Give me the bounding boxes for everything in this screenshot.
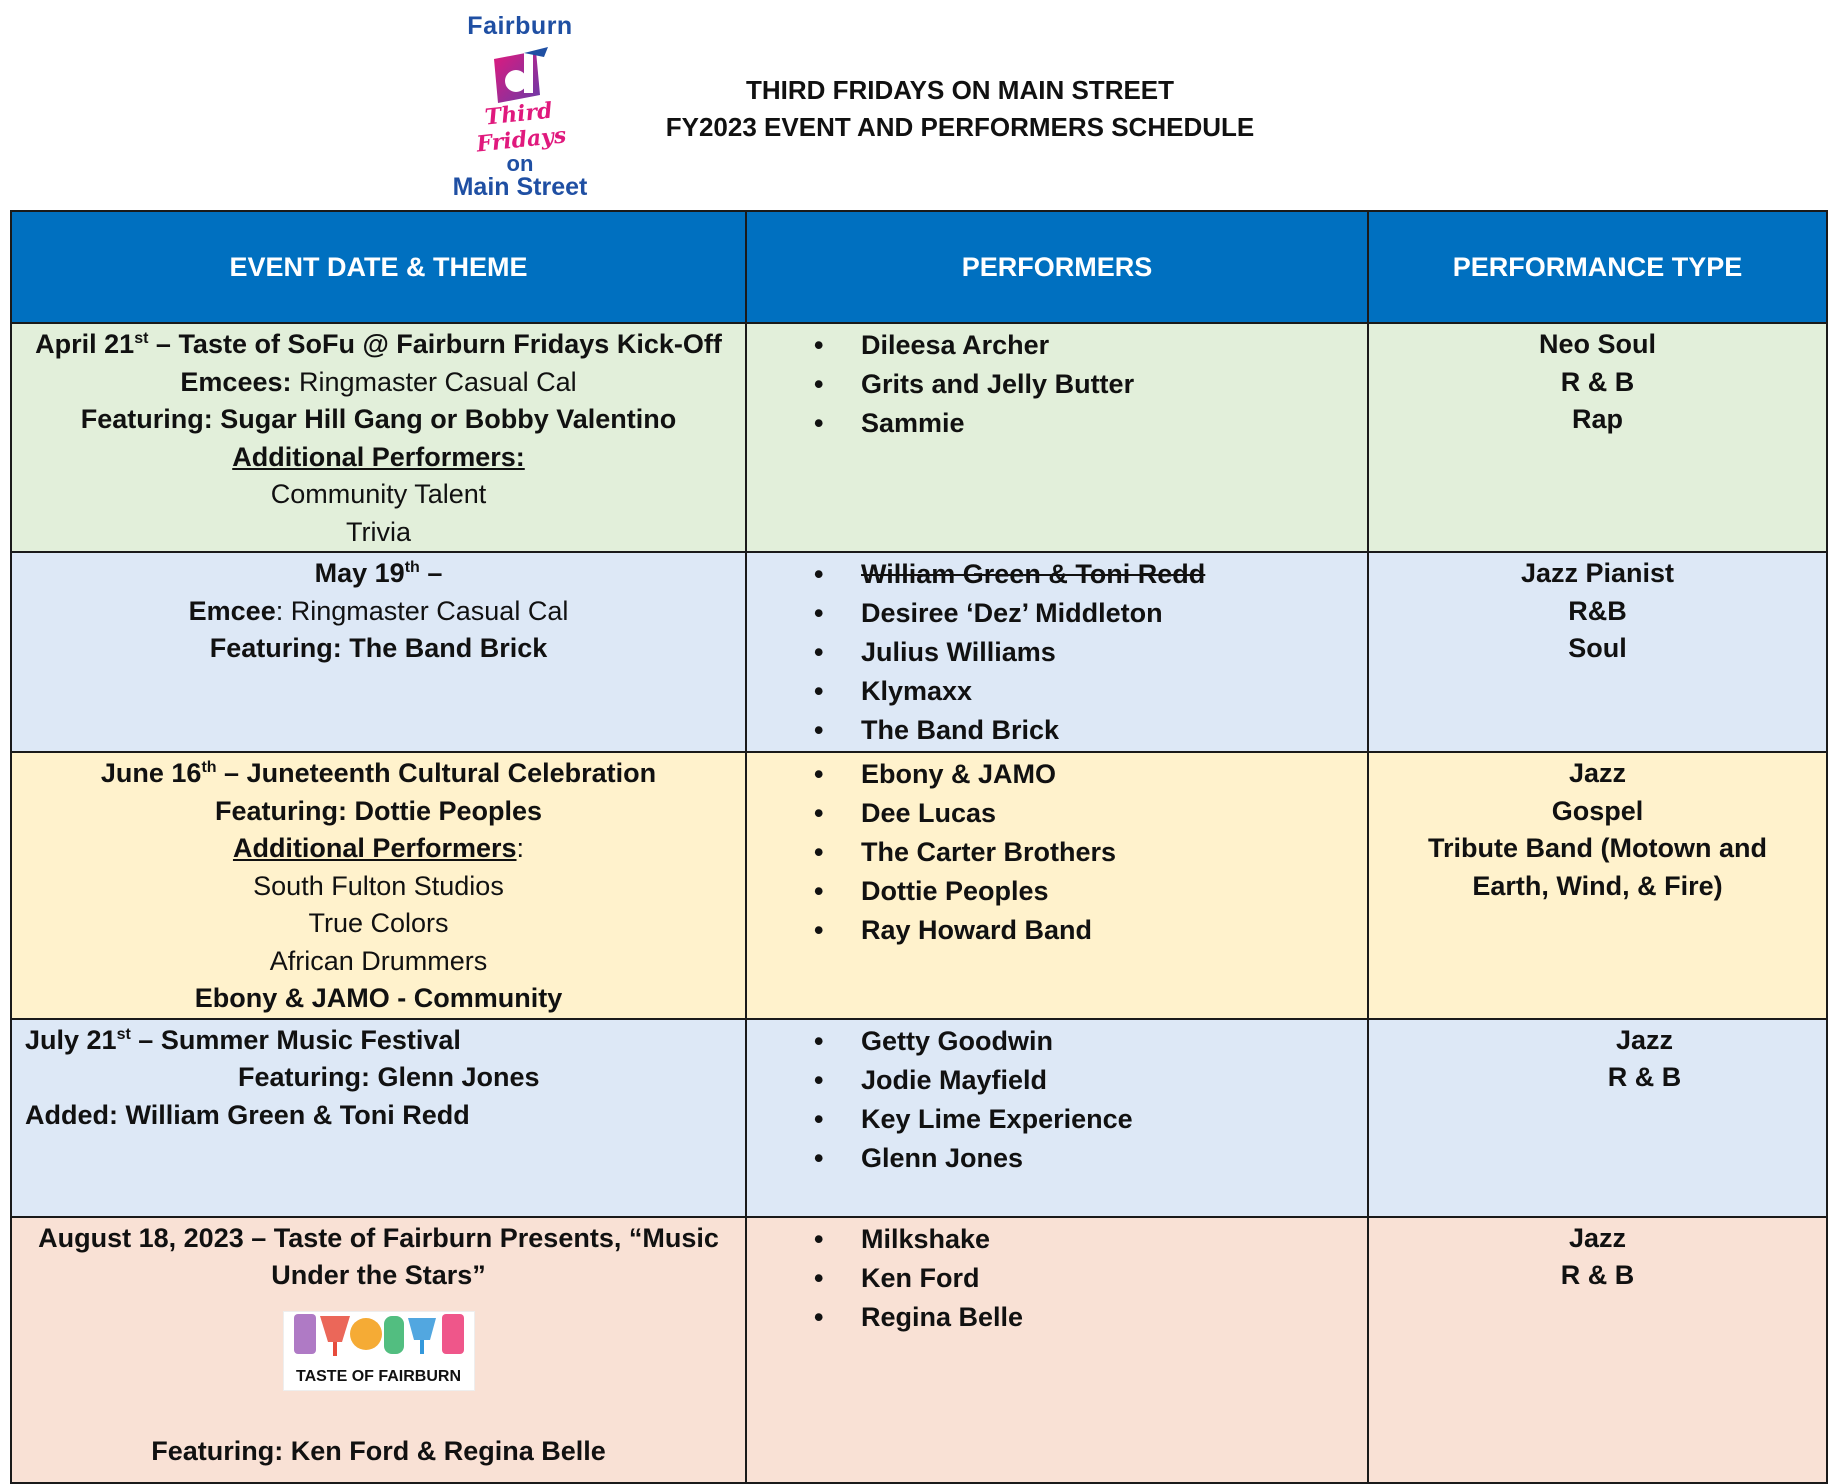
- performer-item: • Julius Williams: [747, 633, 1367, 672]
- extra-performer: Trivia: [346, 516, 411, 547]
- performer-item: • Milkshake: [747, 1220, 1367, 1259]
- additional-performers-label: Additional Performers:: [232, 833, 525, 863]
- additional-performers-label: Additional Performers:: [232, 441, 525, 472]
- column-header-event: EVENT DATE & THEME: [11, 211, 746, 323]
- event-added: Added: William Green & Toni Redd: [25, 1099, 470, 1130]
- performance-type: Neo Soul: [1538, 329, 1656, 359]
- performer-item: • The Band Brick: [747, 711, 1367, 750]
- performer-item: • The Carter Brothers: [747, 833, 1367, 872]
- performer-item: • Grits and Jelly Butter: [747, 365, 1367, 404]
- performance-type: R & B: [1560, 366, 1635, 397]
- performance-type: Soul: [1568, 633, 1627, 663]
- performer-item: • Dileesa Archer: [747, 326, 1367, 365]
- event-featuring: Featuring: Glenn Jones: [238, 1062, 540, 1092]
- event-date: May 19th –: [314, 558, 443, 588]
- event-featuring: Featuring: Ken Ford & Regina Belle: [151, 1435, 606, 1466]
- fairburn-third-fridays-logo: [440, 12, 600, 201]
- performer-item: • Klymaxx: [747, 672, 1367, 711]
- extra-performer: African Drummers: [269, 945, 488, 976]
- performance-type: R&B: [1568, 595, 1627, 626]
- performers-cell: [746, 1019, 1368, 1217]
- event-date: June 16th – Juneteenth Cultural Celebration: [100, 758, 657, 788]
- performer-item: • Dottie Peoples: [747, 872, 1367, 911]
- performers-cell: [746, 1217, 1368, 1483]
- extra-performer: South Fulton Studios: [253, 870, 504, 901]
- extra-performer: Ebony & JAMO - Community: [194, 983, 563, 1013]
- taste-of-fairburn-logo: [283, 1311, 475, 1391]
- performer-item: • Ray Howard Band: [747, 911, 1367, 950]
- table-row: [11, 552, 1827, 752]
- title-line-1: THIRD FRIDAYS ON MAIN STREET: [745, 75, 1175, 105]
- document-title: [600, 72, 1320, 146]
- performer-item: • Regina Belle: [747, 1298, 1367, 1337]
- type-cell: [1368, 323, 1827, 552]
- table-row: [11, 1217, 1827, 1483]
- logo-text-third-fridays: Third Fridays: [475, 97, 568, 158]
- performer-item: • Jodie Mayfield: [747, 1061, 1367, 1100]
- event-cell: [11, 552, 746, 752]
- performers-cell: [746, 752, 1368, 1019]
- event-cell: [11, 752, 746, 1019]
- performance-type: R & B: [1560, 1260, 1635, 1290]
- performance-type: Jazz: [1568, 758, 1627, 788]
- performance-type: Jazz Pianist: [1520, 558, 1675, 588]
- performer-item: • Ken Ford: [747, 1259, 1367, 1298]
- extra-performer: Community Talent: [270, 479, 487, 509]
- type-cell: [1368, 1217, 1827, 1483]
- title-line-2: FY2023 EVENT AND PERFORMERS SCHEDULE: [665, 112, 1255, 142]
- event-emcee: Emcee: Ringmaster Casual Cal: [188, 595, 569, 626]
- performers-cell: [746, 323, 1368, 552]
- event-cell: [11, 1217, 746, 1483]
- column-header-performers: PERFORMERS: [746, 211, 1368, 323]
- logo-text-main-street: Main Street: [452, 173, 588, 201]
- table-header-row: [11, 211, 1827, 323]
- event-featuring: Featuring: Sugar Hill Gang or Bobby Valentino: [80, 404, 677, 434]
- event-featuring: Featuring: The Band Brick: [209, 633, 548, 663]
- performance-type: Rap: [1571, 404, 1623, 434]
- performer-item: • Ebony & JAMO: [747, 755, 1367, 794]
- performance-type: Tribute Band (Motown and Earth, Wind, & Fire): [1428, 833, 1767, 901]
- event-date: August 18, 2023 – Taste of Fairburn Presents, “Music Under the Stars”: [38, 1222, 719, 1290]
- event-cell: [11, 1019, 746, 1217]
- table-row: [11, 1019, 1827, 1217]
- table-row: [11, 323, 1827, 552]
- column-header-type: PERFORMANCE TYPE: [1368, 211, 1827, 323]
- event-date: April 21st – Taste of SoFu @ Fairburn Fridays Kick-Off: [35, 329, 722, 359]
- performer-item: • Glenn Jones: [747, 1139, 1367, 1178]
- table-row: [11, 752, 1827, 1019]
- event-cell: [11, 323, 746, 552]
- performers-cell: [746, 552, 1368, 752]
- type-cell: [1368, 1019, 1827, 1217]
- extra-performer: True Colors: [308, 908, 449, 938]
- logo-text-on: on: [506, 151, 534, 176]
- type-cell: [1368, 552, 1827, 752]
- type-cell: [1368, 752, 1827, 1019]
- performer-item: • Getty Goodwin: [747, 1022, 1367, 1061]
- event-date: July 21st – Summer Music Festival: [25, 1024, 461, 1055]
- performer-item: • Key Lime Experience: [747, 1100, 1367, 1139]
- performer-item-struck: • William Green & Toni Redd: [747, 555, 1367, 594]
- performance-type: Jazz: [1568, 1222, 1627, 1253]
- performer-item: • Dee Lucas: [747, 794, 1367, 833]
- taste-logo-text: TASTE OF FAIRBURN: [295, 1367, 462, 1385]
- logo-text-fairburn: Fairburn: [467, 12, 573, 40]
- performance-type: Gospel: [1551, 795, 1644, 826]
- event-emcee: Emcees: Ringmaster Casual Cal: [180, 366, 577, 397]
- performance-type: R & B: [1607, 1062, 1682, 1092]
- wine-glasses-icon: [284, 1312, 474, 1370]
- performer-item: • Sammie: [747, 404, 1367, 443]
- performance-type: Jazz: [1615, 1024, 1674, 1055]
- performer-item: • Desiree ‘Dez’ Middleton: [747, 594, 1367, 633]
- schedule-table: [10, 210, 1828, 1484]
- event-featuring: Featuring: Dottie Peoples: [214, 795, 543, 826]
